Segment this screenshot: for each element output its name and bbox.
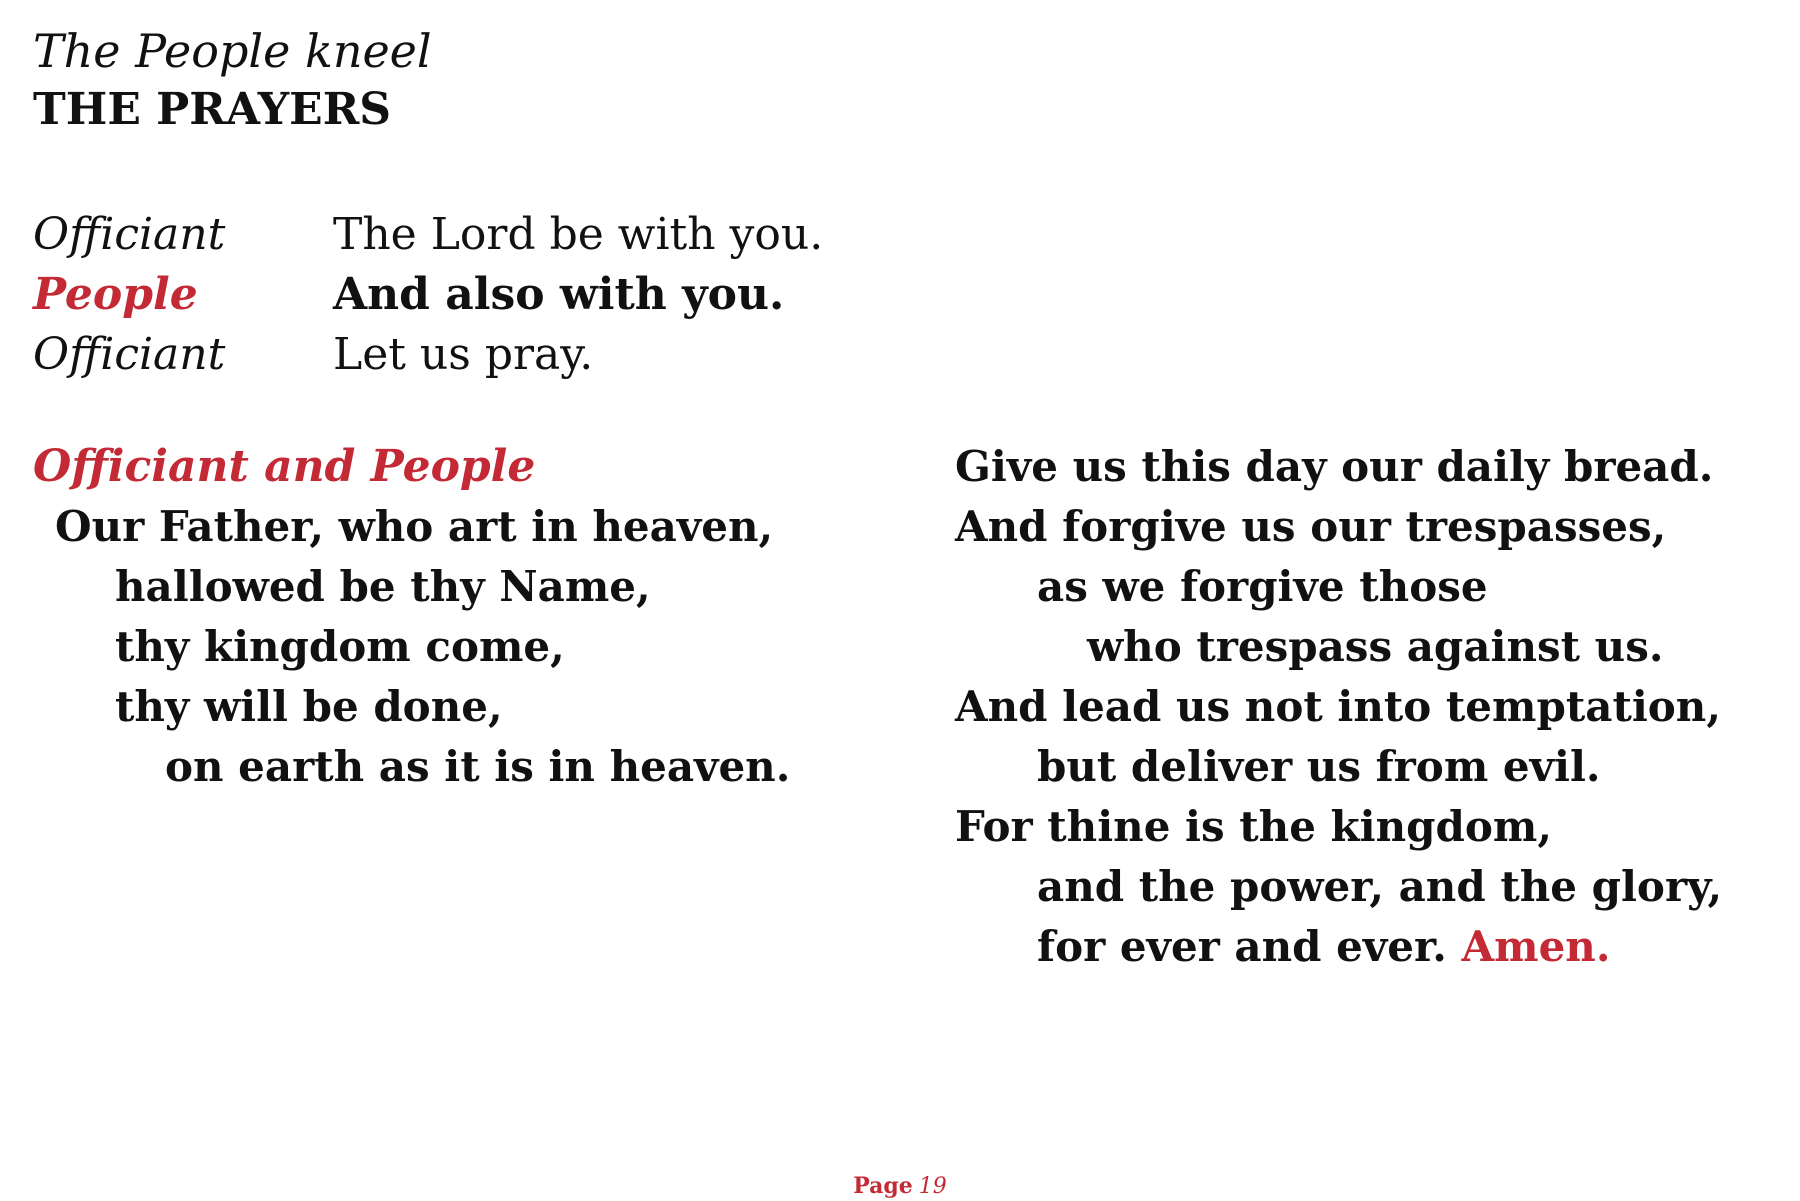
prayer-line-final	[955, 917, 1722, 977]
prayer-line: thy will be done,	[115, 682, 503, 731]
versicle-text: The Lord be with you.	[333, 208, 824, 260]
prayer-line: hallowed be thy Name,	[115, 562, 651, 611]
speaker-officiant: Officiant	[33, 328, 226, 380]
prayer-line: thy kingdom come,	[115, 622, 565, 671]
page-label: Page	[853, 1173, 913, 1199]
prayer-line: Give us this day our daily bread.	[955, 442, 1714, 491]
page-number: 19	[918, 1174, 947, 1199]
prayer-line: but deliver us from evil.	[1037, 742, 1601, 791]
prayer-line: And lead us not into temptation,	[955, 682, 1721, 731]
amen: Amen.	[1461, 922, 1611, 971]
prayer-line: on earth as it is in heaven.	[165, 742, 791, 791]
page-footer	[0, 1172, 1800, 1201]
prayer-line: Our Father, who art in heaven,	[55, 502, 774, 551]
response-text: And also with you.	[333, 268, 785, 320]
prayer-line: who trespass against us.	[1087, 622, 1664, 671]
versicle-row	[33, 324, 823, 384]
prayer-line: And forgive us our trespasses,	[955, 502, 1667, 551]
versicle-text: Let us pray.	[333, 328, 594, 380]
lords-prayer-left-column	[33, 437, 790, 797]
lords-prayer-right-column	[955, 437, 1722, 977]
prayer-line: and the power, and the glory,	[1037, 862, 1723, 911]
versicle-row	[33, 204, 823, 264]
speaker-officiant: Officiant	[33, 208, 226, 260]
prayer-speaker-header: Officiant and People	[33, 441, 536, 492]
section-heading: THE PRAYERS	[33, 84, 392, 135]
rubric-instruction: The People kneel	[33, 24, 432, 78]
versicles	[33, 204, 823, 384]
prayer-line: For thine is the kingdom,	[955, 802, 1552, 851]
prayer-line-text: for ever and ever.	[1037, 922, 1447, 971]
versicle-row	[33, 264, 823, 324]
prayer-line: as we forgive those	[1037, 562, 1488, 611]
speaker-people: People	[33, 268, 198, 320]
